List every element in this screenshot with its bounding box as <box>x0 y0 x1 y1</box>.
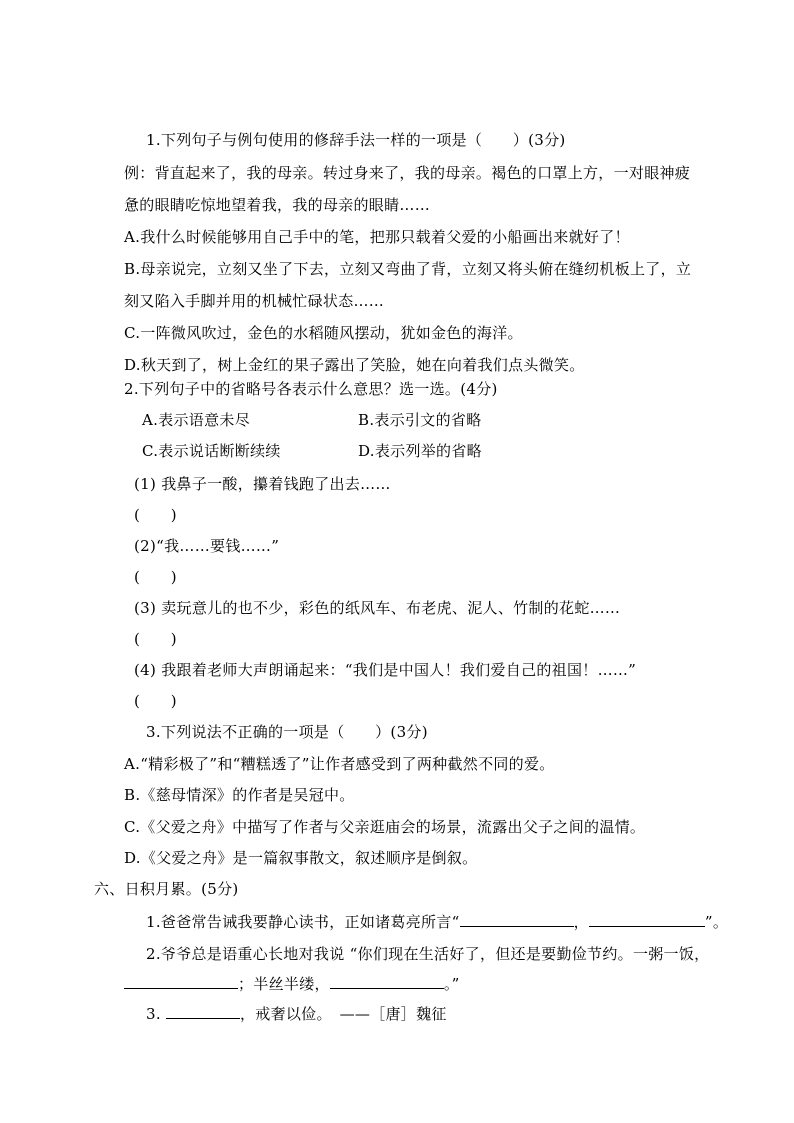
q1-option-b-line1: B.母亲说完，立刻又坐了下去，立刻又弯曲了背，立刻又将头俯在缝纫机板上了，立 <box>124 260 692 278</box>
section6-q2-mid: ；半丝半缕， <box>238 975 330 993</box>
section6-q2-line1: 2.爷爷总是语重心长地对我说 “你们现在生活好了，但还是要勤俭节约。一粥一饭， <box>146 945 710 963</box>
q3-option-d: D.《父爱之舟》是一篇叙事散文，叙述顺序是倒叙。 <box>124 849 478 867</box>
section6-q3 <box>146 1004 447 1024</box>
q2-sentence-1: (1) 我鼻子一酸，攥着钱跑了出去…… <box>134 475 391 493</box>
q2-choice-d: D.表示列举的省略 <box>358 442 482 460</box>
q2-stem: 2.下列句子中的省略号各表示什么意思？选一选。(4分) <box>124 380 498 398</box>
answer-blank[interactable] <box>589 912 705 927</box>
q2-answer-1: ( ) <box>134 506 177 524</box>
answer-blank[interactable] <box>460 912 574 927</box>
q1-option-d: D.秋天到了，树上金红的果子露出了笑脸，她在向着我们点头微笑。 <box>124 356 585 374</box>
answer-blank[interactable] <box>124 974 238 989</box>
q1-option-a: A.我什么时候能够用自己手中的笔，把那只载着父爱的小船画出来就好了！ <box>124 228 630 246</box>
q2-choice-a: A.表示语意未尽 <box>142 411 251 429</box>
section6-q3-text: ，戒奢以俭。 ——［唐］魏征 <box>239 1005 447 1023</box>
q2-answer-2: ( ) <box>134 568 177 586</box>
answer-blank[interactable] <box>166 1004 240 1019</box>
section6-q2-line2 <box>124 974 460 994</box>
q3-option-a: A.“精彩极了”和“糟糕透了”让作者感受到了两种截然不同的爱。 <box>124 755 555 773</box>
q3-option-c: C.《父爱之舟》中描写了作者与父亲逛庙会的场景，流露出父子之间的温情。 <box>124 818 646 836</box>
q2-choice-b: B.表示引文的省略 <box>358 411 482 429</box>
section6-q1-sep: ， <box>573 913 589 931</box>
q2-sentence-2: (2)“我……要钱……” <box>134 537 280 555</box>
section6-q2-end: 。” <box>443 975 460 993</box>
section6-q3-num: 3. <box>146 1005 166 1023</box>
section6-q1-end: ”。 <box>704 913 729 931</box>
q1-example-line1: 例：背直起来了，我的母亲。转过身来了，我的母亲。褐色的口罩上方，一对眼神疲 <box>124 164 691 182</box>
q2-choice-c: C.表示说话断断续续 <box>142 442 281 460</box>
q1-stem: 1.下列句子与例句使用的修辞手法一样的一项是（ ）(3分) <box>146 131 566 149</box>
answer-blank[interactable] <box>330 974 444 989</box>
q1-option-b-line2: 刻又陷入手脚并用的机械忙碌状态…… <box>124 292 385 310</box>
q1-option-c: C.一阵微风吹过，金色的水稻随风摆动，犹如金色的海洋。 <box>124 324 523 342</box>
section6-title: 六、日积月累。(5分) <box>94 880 239 898</box>
q1-example-line2: 惫的眼睛吃惊地望着我，我的母亲的眼睛…… <box>124 196 431 214</box>
q2-sentence-3: (3) 卖玩意儿的也不少，彩色的纸风车、布老虎、泥人、竹制的花蛇…… <box>134 599 621 617</box>
q2-sentence-4: (4) 我跟着老师大声朗诵起来：“我们是中国人！我们爱自己的祖国！……” <box>134 661 637 679</box>
q3-stem: 3.下列说法不正确的一项是（ ）(3分) <box>146 723 428 741</box>
q2-answer-3: ( ) <box>134 630 177 648</box>
q2-answer-4: ( ) <box>134 692 177 710</box>
section6-q1 <box>146 912 728 932</box>
q3-option-b: B.《慈母情深》的作者是吴冠中。 <box>124 786 355 804</box>
section6-q1-text: 1.爸爸常告诫我要静心读书，正如诸葛亮所言“ <box>146 913 460 931</box>
